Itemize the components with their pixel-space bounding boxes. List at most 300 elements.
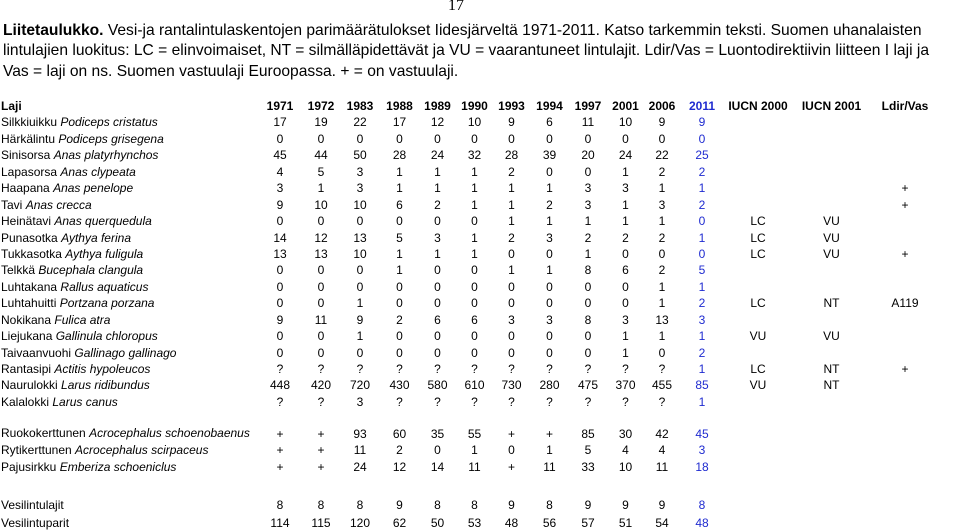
count-cell: 14 (430, 459, 445, 474)
count-cell: 2 (698, 164, 706, 179)
ldir-vas-cell: + (901, 181, 909, 196)
count-cell: 2 (508, 164, 515, 179)
count-cell: 1 (622, 164, 629, 179)
count-cell: 25 (695, 148, 709, 163)
count-cell: 0 (396, 345, 403, 360)
species-common-name: Naurulokki (1, 378, 58, 393)
count-cell: 0 (276, 279, 284, 294)
count-cell: 3 (356, 394, 364, 409)
count-cell: 1 (658, 329, 666, 344)
count-cell: 2 (622, 230, 629, 245)
count-cell: 45 (273, 148, 287, 163)
count-cell: 2 (658, 164, 666, 179)
table-row (0, 162, 939, 178)
ldir-vas-cell (871, 327, 939, 343)
count-cell: 3 (698, 312, 706, 327)
iucn-2001-cell (792, 162, 871, 178)
count-cell: 1 (508, 263, 515, 278)
count-cell: 1 (546, 263, 553, 278)
count-cell: 32 (467, 148, 482, 163)
species-scientific-name: Larus canus (52, 394, 118, 409)
count-cell: 28 (504, 148, 519, 163)
count-cell: 1 (622, 345, 629, 360)
count-cell: 0 (434, 214, 441, 229)
count-cell: 0 (698, 214, 706, 229)
summary-value: 62 (392, 515, 407, 530)
table-row (0, 245, 939, 261)
empty-cell (724, 494, 792, 512)
count-cell: 0 (276, 263, 284, 278)
species-scientific-name: Bucephala clangula (38, 263, 144, 278)
summary-value: 9 (658, 497, 666, 512)
count-cell: 4 (276, 164, 284, 179)
species-common-name: Kalalokki (1, 394, 50, 409)
table-row (0, 113, 939, 129)
species-scientific-name: Rallus aquaticus (60, 279, 149, 294)
count-cell: 0 (622, 279, 629, 294)
species-name-cell (0, 195, 258, 211)
count-cell: 0 (508, 443, 515, 458)
summary-row (0, 512, 939, 530)
count-cell: 1 (434, 246, 441, 261)
count-cell: 1 (396, 164, 403, 179)
count-cell: 1 (508, 181, 515, 196)
count-cell: 0 (584, 279, 592, 294)
count-cell: 1 (622, 214, 629, 229)
count-cell: 10 (618, 459, 633, 474)
ldir-vas-cell (871, 343, 939, 359)
count-cell: 1 (508, 197, 515, 212)
summary-value: 8 (356, 497, 364, 512)
count-cell: 1 (434, 164, 441, 179)
count-cell: 2 (396, 443, 403, 458)
count-cell: + (276, 443, 284, 458)
iucn-2000-cell (724, 310, 792, 326)
count-cell: ? (622, 394, 629, 409)
ldir-vas-cell: A119 (891, 296, 919, 311)
count-cell: 5 (317, 164, 325, 179)
count-cell: 50 (353, 148, 367, 163)
table-row (0, 441, 939, 457)
species-common-name: Luhtakana (1, 279, 58, 294)
iucn-2001-cell (792, 179, 871, 195)
iucn-2001-cell: NT (823, 362, 840, 376)
header-cell: 1988 (386, 99, 413, 113)
iucn-2000-cell: LC (750, 230, 766, 245)
count-cell: 0 (317, 263, 325, 278)
species-scientific-name: Gallinago gallinago (74, 345, 177, 360)
count-cell: 0 (356, 345, 364, 360)
count-cell: 1 (471, 181, 478, 196)
count-cell: 0 (508, 131, 515, 146)
count-cell: 1 (471, 230, 478, 245)
count-cell: 0 (546, 131, 553, 146)
summary-value: 54 (655, 515, 669, 530)
count-cell: 0 (317, 214, 325, 229)
count-cell: ? (317, 362, 325, 376)
count-cell: 2 (698, 296, 706, 311)
species-name-cell (0, 245, 258, 261)
count-cell: 2 (698, 345, 706, 360)
ldir-vas-cell (871, 162, 939, 178)
count-cell: 17 (392, 115, 407, 130)
count-cell: 0 (434, 279, 441, 294)
count-cell: 1 (698, 230, 706, 245)
count-cell: 0 (546, 246, 553, 261)
count-cell: 0 (317, 279, 325, 294)
count-cell: 24 (618, 148, 633, 163)
count-cell: 35 (430, 426, 445, 441)
count-cell: 1 (546, 214, 553, 229)
ldir-vas-cell: + (901, 197, 909, 212)
table-row (0, 129, 939, 145)
count-cell: 430 (389, 378, 410, 393)
count-cell: 0 (356, 263, 364, 278)
iucn-2000-cell (724, 392, 792, 408)
species-common-name: Nokikana (1, 312, 52, 327)
count-cell: 0 (698, 131, 706, 146)
count-cell: 6 (622, 263, 629, 278)
count-cell: 0 (356, 214, 364, 229)
count-cell: ? (508, 362, 515, 376)
count-cell: 0 (471, 296, 478, 311)
count-cell: ? (622, 362, 629, 376)
count-cell: ? (396, 362, 403, 376)
summary-value: 115 (311, 515, 331, 530)
count-cell: 1 (698, 279, 706, 294)
summary-value: 9 (584, 497, 592, 512)
count-cell: 0 (471, 214, 478, 229)
header-cell: IUCN 2000 (728, 99, 788, 113)
species-scientific-name: Anas querquedula (54, 214, 152, 229)
count-cell: 3 (434, 230, 441, 245)
count-cell: ? (471, 362, 478, 376)
count-cell: 3 (276, 181, 284, 196)
species-scientific-name: Anas penelope (53, 181, 134, 196)
table-row (0, 327, 939, 343)
count-cell: 9 (276, 197, 284, 212)
species-name-cell (0, 294, 258, 310)
count-cell: 1 (356, 329, 364, 344)
count-cell: + (317, 443, 325, 458)
empty-cell (792, 512, 871, 530)
summary-value: 8 (434, 497, 441, 512)
count-cell: 0 (276, 131, 284, 146)
ldir-vas-cell: + (901, 246, 909, 261)
summary-value: 53 (467, 515, 482, 530)
count-cell: 9 (356, 312, 364, 327)
caption-text: Vesi-ja rantalintulaskentojen parimäärätulokset Iidesjärveltä 1971-2011. Katso tarkemmin teksti. Suomen uhanalaisten lintulajien luokitus: LC = elinvoimaiset, NT = silmälläpidettävät ja VU = vaarantuneet lintulajit. Ldir/Vas = Luontodirektiivin liitteen I laji ja Vas = laji on ns. Suomen vastuulaji Euroopassa. + = on vastuulaji. (3, 22, 930, 80)
iucn-2000-cell (724, 162, 792, 178)
count-cell: + (507, 426, 515, 441)
species-name-cell (0, 441, 258, 457)
count-cell: 3 (546, 312, 553, 327)
count-cell: 0 (584, 329, 592, 344)
ldir-vas-cell (871, 392, 939, 408)
count-cell: 1 (471, 443, 478, 458)
count-cell: ? (276, 362, 284, 376)
count-cell: + (276, 459, 284, 474)
count-cell: ? (546, 394, 553, 409)
species-scientific-name: Acrocephalus schoenobaenus (89, 425, 250, 440)
species-scientific-name: Actitis hypoleucos (54, 362, 151, 376)
species-name-cell (0, 343, 258, 359)
summary-value: 9 (396, 497, 403, 512)
count-cell: 45 (695, 426, 709, 441)
count-cell: ? (276, 394, 284, 409)
summary-value: 50 (430, 515, 445, 530)
species-scientific-name: Gallinula chloropus (55, 329, 158, 344)
count-cell: 6 (396, 197, 403, 212)
ldir-vas-cell (871, 212, 939, 228)
count-cell: 0 (584, 345, 592, 360)
count-cell: 1 (317, 181, 325, 196)
summary-value: 8 (546, 497, 553, 512)
count-cell: 19 (314, 115, 328, 130)
count-cell: 5 (698, 263, 706, 278)
count-cell: 0 (658, 345, 666, 360)
count-cell: 1 (396, 246, 403, 261)
header-cell: 1993 (498, 99, 525, 113)
ldir-vas-cell (871, 441, 939, 457)
count-cell: 93 (353, 426, 367, 441)
iucn-2001-cell (792, 343, 871, 359)
count-cell: 0 (658, 246, 666, 261)
count-cell: 2 (658, 230, 666, 245)
header-cell: 2001 (612, 99, 639, 113)
count-cell: 11 (543, 459, 556, 474)
count-cell: 0 (396, 131, 403, 146)
empty-cell (724, 512, 792, 530)
ldir-vas-cell (871, 310, 939, 326)
species-common-name: Telkkä (1, 263, 36, 278)
ldir-vas-cell (871, 146, 939, 162)
count-cell: 0 (471, 329, 478, 344)
table-row (0, 228, 939, 244)
count-cell: ? (434, 362, 441, 376)
iucn-2000-cell: LC (750, 362, 766, 376)
species-scientific-name: Podiceps cristatus (60, 115, 158, 130)
iucn-2000-cell (724, 277, 792, 293)
species-scientific-name: Podiceps grisegena (58, 131, 164, 146)
count-cell: 22 (655, 148, 669, 163)
count-cell: 20 (581, 148, 595, 163)
count-cell: 11 (655, 459, 669, 474)
count-cell: 13 (353, 230, 367, 245)
table-row (0, 179, 939, 195)
summary-value: 8 (471, 497, 478, 512)
header-cell: 1971 (266, 99, 294, 113)
count-cell: 0 (434, 131, 441, 146)
iucn-2001-cell (792, 113, 871, 129)
iucn-2001-cell: NT (823, 296, 840, 311)
count-cell: 0 (276, 329, 284, 344)
spacer-row (0, 474, 939, 494)
species-name-cell (0, 228, 258, 244)
count-cell: 0 (508, 279, 515, 294)
species-common-name: Lapasorsa (1, 164, 58, 179)
iucn-2000-cell (724, 409, 792, 441)
species-scientific-name: Acrocephalus scirpaceus (75, 443, 209, 458)
count-cell: 0 (658, 131, 666, 146)
count-cell: 3 (584, 197, 592, 212)
species-name-cell (0, 310, 258, 326)
count-cell: 0 (434, 296, 441, 311)
header-cell: 1990 (461, 99, 488, 113)
summary-value: 9 (622, 497, 629, 512)
count-cell: 11 (468, 459, 481, 474)
count-cell: 12 (392, 459, 407, 474)
count-cell: 3 (658, 197, 666, 212)
count-cell: 13 (273, 246, 287, 261)
count-cell: 455 (651, 378, 673, 393)
count-cell: 8 (584, 312, 592, 327)
count-cell: 0 (434, 329, 441, 344)
ldir-vas-cell (871, 376, 939, 392)
count-cell: ? (658, 394, 666, 409)
summary-value: 8 (276, 497, 284, 512)
count-cell: 0 (584, 131, 592, 146)
spacer-cell (0, 474, 939, 494)
count-cell: 0 (471, 263, 478, 278)
count-cell: 1 (658, 296, 666, 311)
species-common-name: Liejukana (1, 329, 53, 344)
count-cell: 17 (273, 115, 287, 130)
iucn-2001-cell (792, 310, 871, 326)
count-cell: 0 (276, 214, 284, 229)
table-row (0, 343, 939, 359)
count-cell: 2 (698, 197, 706, 212)
iucn-2000-cell: VU (749, 378, 767, 393)
count-cell: 2 (658, 263, 666, 278)
count-cell: 0 (396, 214, 403, 229)
table-row (0, 212, 939, 228)
count-cell: 9 (276, 312, 284, 327)
count-cell: 4 (622, 443, 629, 458)
iucn-2001-cell: VU (823, 246, 840, 261)
table-row (0, 277, 939, 293)
species-scientific-name: Larus ridibundus (61, 378, 150, 393)
iucn-2000-cell (724, 457, 792, 473)
count-cell: 0 (622, 131, 629, 146)
count-cell: 9 (698, 115, 706, 130)
count-cell: ? (546, 362, 553, 376)
count-cell: 475 (577, 378, 599, 393)
count-cell: 0 (622, 246, 629, 261)
count-cell: ? (584, 362, 592, 376)
iucn-2000-cell: LC (750, 296, 766, 311)
count-cell: 42 (655, 426, 669, 441)
summary-value: 8 (698, 497, 706, 512)
iucn-2000-cell (724, 195, 792, 211)
iucn-2001-cell: VU (823, 329, 840, 344)
species-name-cell (0, 129, 258, 145)
species-common-name: Rantasipi (1, 362, 52, 376)
count-cell: 22 (353, 115, 367, 130)
count-cell: ? (396, 394, 403, 409)
ldir-vas-cell (871, 228, 939, 244)
count-cell: 11 (353, 443, 367, 458)
count-cell: 720 (349, 378, 371, 393)
ldir-vas-cell (871, 261, 939, 277)
count-cell: + (507, 459, 515, 474)
count-cell: 3 (356, 181, 364, 196)
count-cell: 0 (698, 246, 706, 261)
count-cell: 0 (584, 296, 592, 311)
iucn-2001-cell (792, 261, 871, 277)
species-name-cell (0, 162, 258, 178)
iucn-2001-cell (792, 195, 871, 211)
count-cell: 0 (546, 279, 553, 294)
species-common-name: Silkkiuikku (1, 115, 58, 130)
count-cell: 6 (471, 312, 478, 327)
iucn-2001-cell (792, 392, 871, 408)
species-common-name: Ruokokerttunen (1, 425, 86, 440)
count-cell: 1 (396, 263, 403, 278)
caption-title: Liitetaulukko. (3, 22, 104, 39)
count-cell: 1 (471, 246, 478, 261)
count-cell: 0 (546, 329, 553, 344)
table-row (0, 294, 939, 310)
summary-value: 51 (618, 515, 633, 530)
count-cell: 10 (314, 197, 328, 212)
count-cell: 1 (508, 214, 515, 229)
count-cell: 12 (314, 230, 328, 245)
count-cell: 0 (508, 296, 515, 311)
count-cell: 280 (539, 378, 560, 393)
count-cell: ? (508, 394, 515, 409)
count-cell: 0 (317, 329, 325, 344)
species-name-cell (0, 261, 258, 277)
count-cell: 0 (434, 443, 441, 458)
count-cell: 1 (471, 197, 478, 212)
header-cell: Laji (1, 99, 22, 113)
species-name-cell (0, 179, 258, 195)
iucn-2001-cell: VU (823, 214, 840, 229)
count-cell: 2 (584, 230, 592, 245)
count-cell: 4 (658, 443, 666, 458)
count-cell: 580 (427, 378, 448, 393)
species-common-name: Tavi (1, 197, 23, 212)
species-name-cell (0, 376, 258, 392)
table-row (0, 360, 939, 376)
empty-cell (871, 494, 939, 512)
count-cell: 9 (508, 115, 515, 130)
count-cell: 0 (396, 329, 403, 344)
count-cell: 44 (314, 148, 328, 163)
count-cell: 2 (434, 197, 441, 212)
count-cell: 14 (273, 230, 287, 245)
species-common-name: Härkälintu (1, 131, 56, 146)
species-scientific-name: Fulica atra (54, 312, 111, 327)
count-cell: 10 (618, 115, 633, 130)
count-cell: 0 (546, 296, 553, 311)
count-cell: 6 (434, 312, 441, 327)
summary-value: 120 (349, 515, 371, 530)
summary-row (0, 494, 939, 512)
count-cell: 1 (434, 181, 441, 196)
species-common-name: Luhtahuitti (1, 296, 57, 311)
iucn-2000-cell (724, 441, 792, 457)
iucn-2001-cell: VU (823, 230, 840, 245)
species-name-cell (0, 113, 258, 129)
count-cell: 24 (430, 148, 445, 163)
count-cell: 3 (546, 230, 553, 245)
count-cell: 0 (276, 296, 284, 311)
count-cell: 0 (508, 246, 515, 261)
table-row (0, 310, 939, 326)
page-number: 17 (448, 0, 464, 14)
